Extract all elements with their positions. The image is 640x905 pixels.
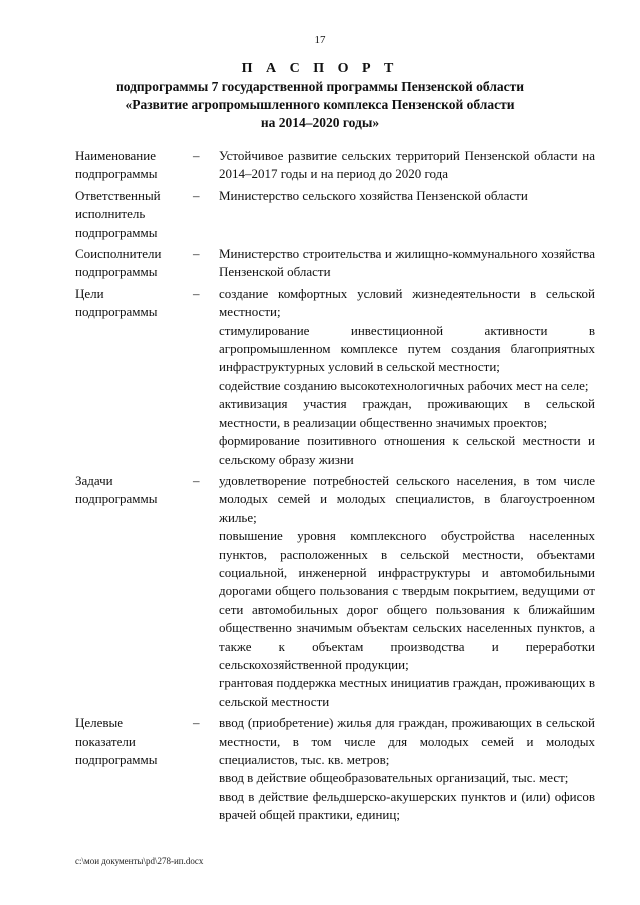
page-number: 17 bbox=[314, 34, 326, 46]
subtitle-line-2: «Развитие агропромышленного комплекса Пензенской области bbox=[125, 97, 515, 112]
paragraph: грантовая поддержка местных инициатив граждан, проживающих в сельской местности bbox=[219, 675, 595, 709]
label-line: Цели bbox=[75, 285, 104, 301]
row-label bbox=[0, 245, 193, 282]
paragraph: Устойчивое развитие сельских территорий Пензенской области на 2014–2017 годы и на период до 2020 года bbox=[219, 148, 595, 182]
paragraph: создание комфортных условий жизнедеятельности в сельской местности; bbox=[219, 285, 595, 320]
paragraph: содействие созданию высокотехнологичных рабочих мест на селе; bbox=[219, 377, 589, 393]
row-content bbox=[219, 714, 595, 824]
subtitle-line-3: на 2014–2020 годы» bbox=[260, 115, 380, 130]
label-line: подпрограммы bbox=[75, 264, 158, 280]
row-label bbox=[0, 147, 193, 184]
paragraph: Министерство сельского хозяйства Пензенской области bbox=[219, 187, 528, 203]
row-content bbox=[219, 147, 595, 184]
paragraph: удовлетворение потребностей сельского населения, в том числе молодых семей и молодых специалистов, в благоустроенном жилье; bbox=[219, 472, 595, 525]
label-line: подпрограммы bbox=[75, 224, 158, 240]
label-line: Наименование bbox=[75, 148, 156, 163]
dash: – bbox=[193, 715, 200, 731]
label-line: подпрограммы bbox=[75, 166, 158, 182]
label-line: Целевые bbox=[75, 715, 124, 731]
paragraph: активизация участия граждан, проживающих в сельской местности, в реализации общественно значимых проектов; bbox=[219, 396, 595, 430]
dash: – bbox=[193, 148, 200, 163]
label-line: подпрограммы bbox=[75, 752, 158, 767]
row-label bbox=[0, 472, 193, 711]
dash: – bbox=[193, 187, 200, 203]
paragraph: ввод (приобретение) жилья для граждан, проживающих в сельской местности, в том числе для молодых семей и молодых специалистов, тыс. кв. метров; bbox=[219, 715, 595, 767]
label-line: Соисполнители bbox=[75, 246, 162, 262]
passport-header bbox=[40, 60, 600, 132]
paragraph: стимулирование инвестиционной активности в агропромышленном комплексе путем создания благоприятных инфраструктурных условий в сельской местности; bbox=[219, 322, 595, 375]
row-label bbox=[0, 187, 193, 242]
row-name bbox=[0, 147, 640, 184]
paragraph: формирование позитивного отношения к сельской местности и сельскому образу жизни bbox=[219, 433, 595, 467]
row-content bbox=[219, 472, 595, 711]
row-coexecutors bbox=[0, 245, 640, 282]
row-label bbox=[0, 714, 193, 824]
dash: – bbox=[193, 472, 200, 488]
label-line: показатели bbox=[75, 733, 136, 749]
dash: – bbox=[193, 246, 200, 262]
label-line: подпрограммы bbox=[75, 304, 158, 320]
paragraph: ввод в действие фельдшерско-акушерских пунктов и (или) офисов врачей общей практики, единиц; bbox=[219, 788, 595, 823]
row-tasks bbox=[0, 472, 640, 711]
label-line: исполнитель bbox=[75, 206, 146, 222]
file-path-footer: c:\мои документы\pd\278-ип.docx bbox=[75, 856, 204, 866]
row-content bbox=[219, 245, 595, 282]
passport-table bbox=[0, 147, 640, 828]
row-content bbox=[219, 285, 595, 469]
label-line: Ответственный bbox=[75, 187, 161, 203]
document-title: П А С П О Р Т bbox=[241, 61, 399, 76]
row-content bbox=[219, 187, 595, 242]
subtitle-line-1: подпрограммы 7 государственной программы Пензенской области bbox=[115, 79, 525, 94]
label-line: Задачи bbox=[75, 472, 113, 488]
row-responsible bbox=[0, 187, 640, 242]
row-indicators bbox=[0, 714, 640, 824]
row-label bbox=[0, 285, 193, 469]
paragraph: ввод в действие общеобразовательных организаций, тыс. мест; bbox=[219, 770, 569, 786]
paragraph: повышение уровня комплексного обустройства населенных пунктов, расположенных в сельской местности, объектами социальной, инженерной инфраструктуры и автомобильными дорогами общего пользования с твердым покрытием, ведущими от сети автомобильных дорог общего пользования к ближайшим общественно значимым объектам сельских населенных пунктов, а также к объектам производства и переработки сельскохозяйственной продукции; bbox=[219, 528, 595, 672]
label-line: подпрограммы bbox=[75, 491, 158, 507]
paragraph: Министерство строительства и жилищно-коммунального хозяйства Пензенской области bbox=[219, 246, 595, 280]
dash: – bbox=[193, 285, 200, 301]
row-goals bbox=[0, 285, 640, 469]
